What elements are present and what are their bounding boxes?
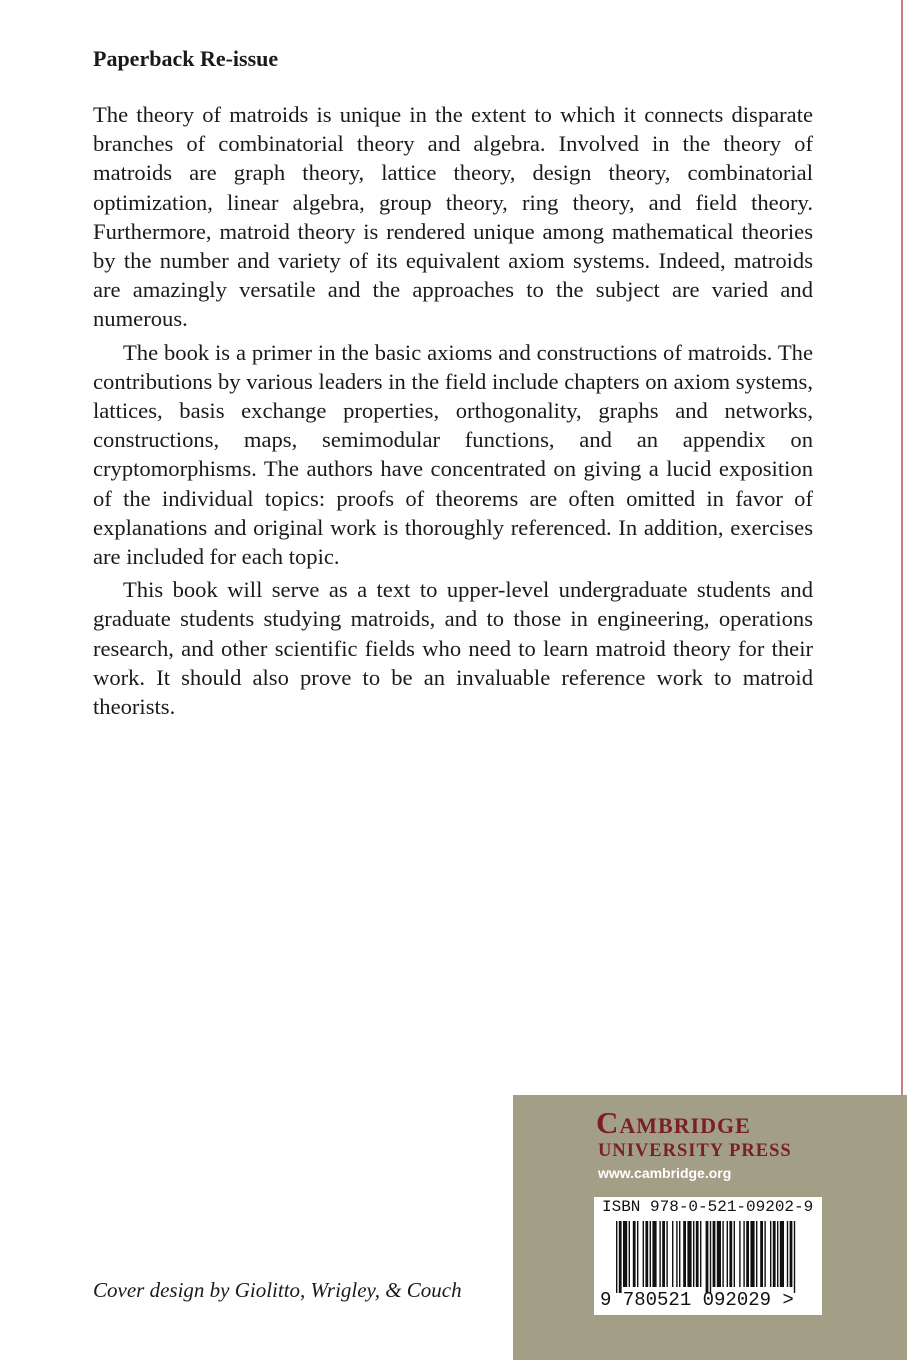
description-paragraph-1: The theory of matroids is unique in the extent to which it connects disparate branches of combinatorial theory and algebra. Involved in the theory of matroids are graph theory, lattice theory, design theory, combinatorial optimization, linear algebra, group theory, ring theory, and field theory. Furthermore, matroid theory is rendered unique among mathematical theories by the number and variety of its equivalent axiom systems. Indeed, matroids are amazingly versatile and the approaches to the subject are varied and numerous. <box>93 102 813 332</box>
publisher-url: www.cambridge.org <box>598 1165 732 1181</box>
description-paragraph-2: The book is a primer in the basic axioms and constructions of matroids. The contributions by various leaders in the field include chapters on axiom systems, lattices, basis exchange properties, orthogonality, graphs and networks, constructions, maps, semimodular functions, and an appendix on cryptomorphisms. The authors have concentrated on giving a lucid exposition of the individual topics: proofs of theorems are often omitted in favor of explanations and original work is thoroughly referenced. In addition, exercises are included for each topic. <box>93 339 813 570</box>
isbn-label: ISBN 978-0-521-09202-9 <box>602 1198 814 1216</box>
barcode-panel <box>594 1197 822 1315</box>
spine-edge-line <box>901 0 903 1095</box>
cover-design-credit: Cover design by Giolitto, Wrigley, & Couch <box>93 1278 462 1302</box>
publisher-panel <box>513 1095 907 1360</box>
section-heading: Paperback Re-issue <box>93 46 279 71</box>
publisher-name: Cambridge <box>596 1105 751 1140</box>
publisher-subtitle: UNIVERSITY PRESS <box>598 1141 792 1161</box>
back-cover-text <box>93 44 813 721</box>
description-paragraph-3: This book will serve as a text to upper-level undergraduate students and graduate students studying matroids, and to those in engineering, operations research, and other scientific fields who need to learn matroid theory for their work. It should also prove to be an invaluable reference work to matroid theorists. <box>93 577 813 720</box>
barcode-digits: 9 780521 092029 > <box>600 1289 794 1311</box>
